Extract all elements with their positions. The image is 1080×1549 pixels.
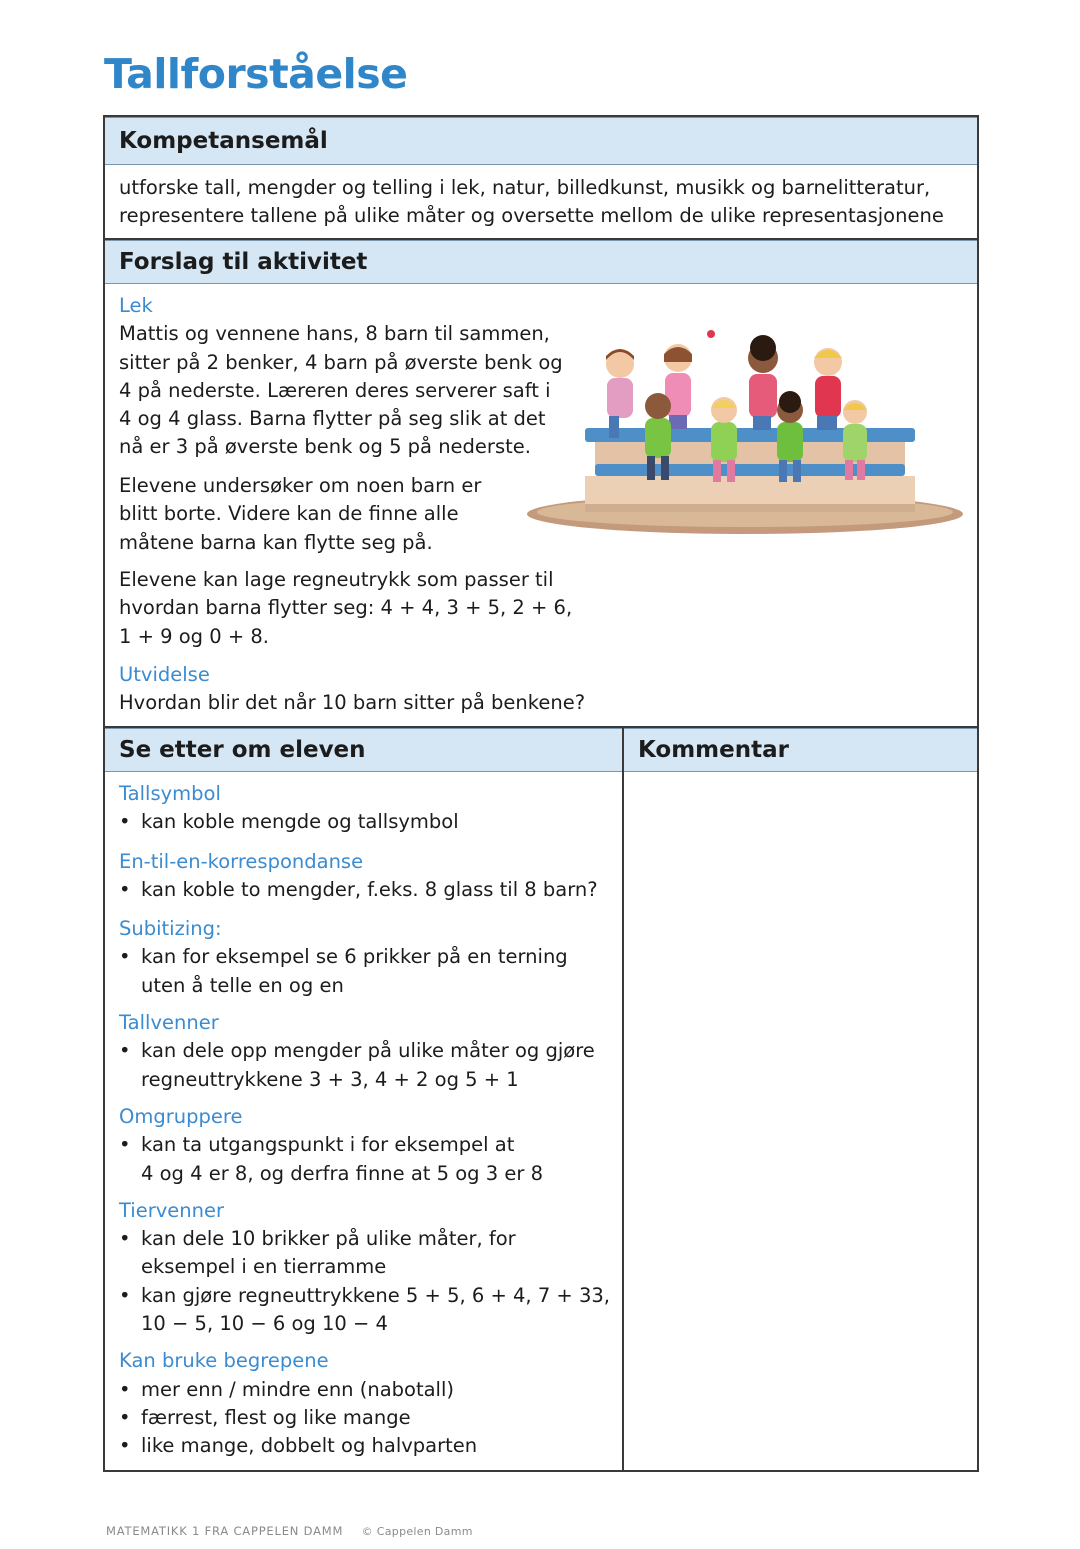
observe-section <box>119 780 615 837</box>
text-line: nå er 3 på øverste benk og 5 på nederste. <box>119 435 531 459</box>
activity-paragraph-1 <box>119 320 563 461</box>
section-heading: Tallvenner <box>119 1011 219 1035</box>
text-line: 4 på nederste. Læreren deres serverer saft i <box>119 378 551 402</box>
bullet-item: • like mange, dobbelt og halvparten <box>119 1432 615 1460</box>
activity-paragraph-2 <box>119 472 481 557</box>
text-line: Elevene undersøker om noen barn er <box>119 474 482 497</box>
section-heading: Kan bruke begrepene <box>119 1349 329 1373</box>
observe-list <box>119 780 615 1461</box>
observe-section <box>119 1009 615 1094</box>
activity-extension <box>119 661 585 718</box>
activity-header <box>105 240 977 284</box>
section-heading: Omgruppere <box>119 1104 243 1128</box>
text-line: Elevene kan lage regneutrykk som passer til <box>119 568 554 591</box>
bullet-item: • mer enn / mindre enn (nabotall) <box>119 1376 615 1404</box>
competence-text <box>119 174 944 231</box>
observe-section <box>119 1197 615 1338</box>
bullet-item: • kan dele 10 brikker på ulike måter, for eksempel i en tierramme <box>119 1225 615 1282</box>
text-line: hvordan barna flytter seg: 4 + 4, 3 + 5, 2 + 6, <box>119 596 573 620</box>
text-line: sitter på 2 benker, 4 barn på øverste benk og <box>119 350 563 374</box>
bullet-item: • kan for eksempel se 6 prikker på en terning uten å telle en og en <box>119 943 615 1000</box>
section-heading: En-til-en-korrespondanse <box>119 849 364 873</box>
activity-paragraph-3 <box>119 566 572 651</box>
child <box>606 349 634 438</box>
footer-publication: MATEMATIKK 1 FRA CAPPELEN DAMM <box>106 1524 344 1538</box>
comment-header <box>624 728 977 772</box>
observe-section <box>119 915 615 1000</box>
competence-line: utforske tall, mengder og telling i lek, natur, billedkunst, musikk og barnelitteratur, <box>119 176 931 199</box>
text-line: 4 og 4 glass. Barna flytter på seg slik at det <box>119 407 546 431</box>
section-heading: Tallsymbol <box>119 782 221 805</box>
observe-section <box>119 848 615 905</box>
text-line: blitt borte. Videre kan de finne alle <box>119 502 459 526</box>
competence-header <box>105 117 977 165</box>
child <box>664 344 692 429</box>
children-bench-illustration <box>525 318 965 540</box>
child <box>748 335 778 430</box>
lek-heading: Lek <box>119 294 153 317</box>
bullet-item: • kan koble mengde og tallsymbol <box>119 808 615 836</box>
footer-copyright: © Cappelen Damm <box>361 1525 473 1538</box>
page-title: Tallforståelse <box>104 50 408 98</box>
text-line: måtene barna kan flytte seg på. <box>119 530 433 554</box>
competence-line: representere tallene på ulike måter og oversette mellom de ulike representasjonene <box>119 204 944 228</box>
section-heading: Tiervenner <box>119 1198 225 1222</box>
activity-header-label: Forslag til aktivitet <box>119 249 368 275</box>
child <box>814 348 842 430</box>
comment-header-label: Kommentar <box>638 737 789 763</box>
section-heading: Subitizing: <box>119 917 222 941</box>
heart-icon <box>707 330 715 338</box>
observe-header <box>105 728 622 772</box>
competence-header-label: Kompetansemål <box>119 128 328 154</box>
observe-section <box>119 1347 615 1460</box>
comment-area[interactable] <box>625 773 976 1469</box>
bullet-item: • færrest, flest og like mange <box>119 1404 615 1432</box>
extension-text: Hvordan blir det når 10 barn sitter på benkene? <box>119 691 586 715</box>
text-line: 1 + 9 og 0 + 8. <box>119 624 270 648</box>
extension-heading: Utvidelse <box>119 663 210 686</box>
bullet-item: • kan ta utgangspunkt i for eksempel at 4 og 4 er 8, og derfra finne at 5 og 3 er 8 <box>119 1131 615 1188</box>
bullet-item: • kan gjøre regneuttrykkene 5 + 5, 6 + 4, 7 + 33, 10 − 5, 10 − 6 og 10 − 4 <box>119 1282 615 1339</box>
observe-header-label: Se etter om eleven <box>119 737 366 763</box>
bullet-item: • kan dele opp mengder på ulike måter og gjøre regneuttrykkene 3 + 3, 4 + 2 og 5 + 1 <box>119 1037 615 1094</box>
page-footer <box>106 1524 473 1538</box>
activity-lek <box>119 292 563 462</box>
bullet-item: • kan koble to mengder, f.eks. 8 glass til 8 barn? <box>119 876 615 904</box>
observe-section <box>119 1103 615 1188</box>
text-line: Mattis og vennene hans, 8 barn til sammen, <box>119 322 550 346</box>
